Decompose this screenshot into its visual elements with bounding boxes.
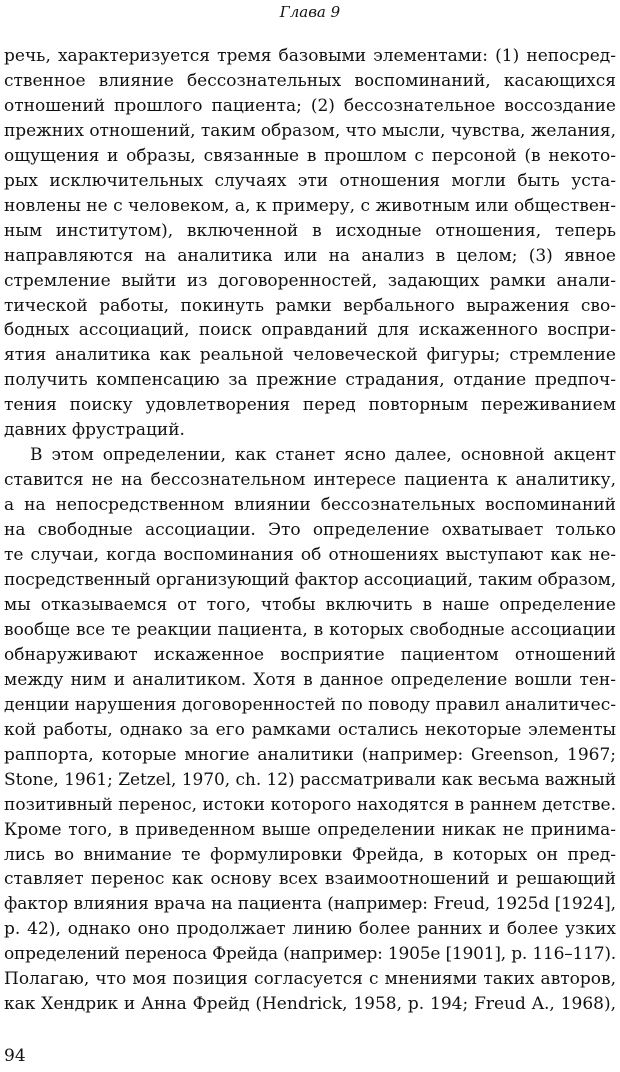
paragraph: [4, 443, 616, 1017]
text-line: кой работы, однако за его рамками остались некоторые элементы: [4, 719, 616, 740]
text-line: как Хендрик и Анна Фрейд (Hendrick, 1958, p. 194; Freud A., 1968),: [4, 994, 616, 1015]
text-line: те случаи, когда воспоминания об отношениях выступают как не-: [4, 545, 616, 566]
text-line: В этом определении, как станет ясно далее, основной акцент: [30, 445, 616, 466]
text-line: получить компенсацию за прежние страдания, отдание предпоч-: [4, 370, 616, 391]
text-line: на свободные ассоциации. Это определение охватывает только: [4, 520, 616, 541]
text-line: позитивный перенос, истоки которого находятся в раннем детстве.: [4, 794, 616, 815]
text-line: давних фрустраций.: [4, 420, 185, 441]
page-number: 94: [4, 1046, 26, 1066]
text-line: ставляет перенос как основу всех взаимоотношений и решающий: [4, 869, 616, 890]
text-line: прежних отношений, таким образом, что мысли, чувства, желания,: [4, 120, 616, 141]
text-line: стремление выйти из договоренностей, задающих рамки анали-: [4, 270, 616, 291]
text-line: ставится не на бессознательном интересе пациента к аналитику,: [4, 470, 616, 491]
text-line: отношений прошлого пациента; (2) бессознательное воссоздание: [4, 95, 616, 116]
text-line: Полагаю, что моя позиция согласуется с мнениями таких авторов,: [4, 969, 616, 990]
text-line: ным институтом), включенной в исходные отношения, теперь: [4, 220, 616, 241]
paragraph: [4, 44, 616, 443]
text-line: фактор влияния врача на пациента (например: Freud, 1925d [1924],: [4, 894, 616, 915]
text-line: тения поиску удовлетворения перед повторным переживанием: [4, 395, 616, 416]
text-line: Stone, 1961; Zetzel, 1970, ch. 12) рассматривали как весьма важный: [4, 769, 616, 790]
text-line: между ним и аналитиком. Хотя в данное определение вошли тен-: [4, 669, 616, 690]
text-line: мы отказываемся от того, чтобы включить в наше определение: [4, 594, 616, 615]
text-line: тической работы, покинуть рамки вербального выражения сво-: [4, 295, 616, 316]
running-head: Глава 9: [279, 3, 341, 21]
text-line: определений переноса Фрейда (например: 1905e [1901], p. 116–117).: [4, 944, 616, 965]
text-line: бодных ассоциаций, поиск оправданий для искаженного воспри-: [4, 320, 616, 341]
text-line: направляются на аналитика или на анализ в целом; (3) явное: [4, 245, 616, 266]
body-text: [4, 44, 616, 1017]
text-line: Кроме того, в приведенном выше определении никак не принима-: [4, 819, 616, 840]
text-line: новлены не с человеком, а, к примеру, с животным или обществен-: [4, 195, 616, 216]
text-line: денции нарушения договоренностей по поводу правил аналитичес-: [4, 694, 616, 715]
text-line: ятия аналитика как реальной человеческой фигуры; стремление: [4, 345, 616, 366]
text-line: p. 42), однако оно продолжает линию более ранних и более узких: [4, 919, 616, 940]
text-line: раппорта, которые многие аналитики (например: Greenson, 1967;: [4, 744, 616, 765]
text-line: ощущения и образы, связанные в прошлом с персоной (в некото-: [4, 145, 616, 166]
text-line: посредственный организующий фактор ассоциаций, таким образом,: [4, 570, 616, 591]
text-line: ственное влияние бессознательных воспоминаний, касающихся: [4, 70, 616, 91]
text-line: речь, характеризуется тремя базовыми элементами: (1) непосред-: [4, 46, 616, 66]
text-line: обнаруживают искаженное восприятие пациентом отношений: [4, 644, 616, 665]
text-line: рых исключительных случаях эти отношения могли быть уста-: [4, 170, 616, 191]
text-line: вообще все те реакции пациента, в которых свободные ассоциации: [4, 619, 616, 640]
text-line: а на непосредственном влиянии бессознательных воспоминаний: [4, 495, 616, 516]
text-line: лись во внимание те формулировки Фрейда, в которых он пред-: [4, 844, 616, 865]
